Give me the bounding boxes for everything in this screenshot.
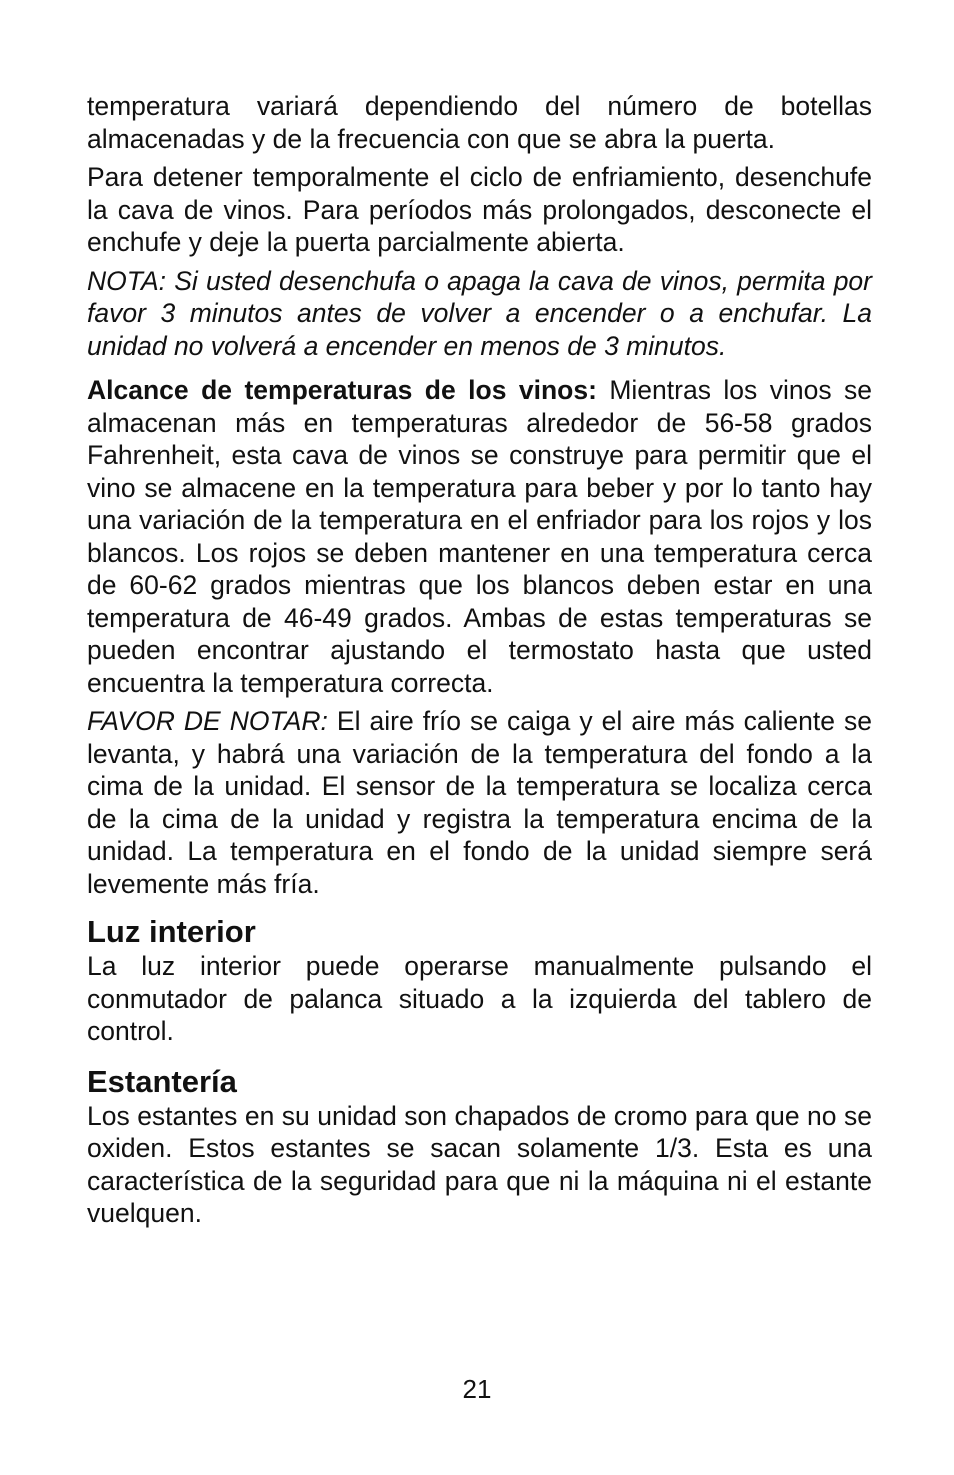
favor-text: El aire frío se caiga y el aire más caliente se levanta, y habrá una variación de la temperatura del fondo a la cima de la unidad. El sensor de la temperatura se localiza cerca de la cima de la unidad y registra la temperatura encima de la unidad. La temperatura en el fondo de la unidad siempre será levemente más fría. — [87, 706, 872, 899]
wine-range-label: Alcance de temperaturas de los vinos: — [87, 375, 597, 405]
heading-luz-interior: Luz interior — [87, 914, 256, 949]
paragraph-luz-interior: La luz interior puede operarse manualmente pulsando el conmutador de palanca situado a la izquierda del tablero de control. — [87, 951, 872, 1046]
paragraph-favor-de-notar — [87, 705, 872, 900]
page-number: 21 — [462, 1374, 492, 1404]
paragraph-temperature-variation: temperatura variará dependiendo del número de botellas almacenadas y de la frecuencia con que se abra la puerta. — [87, 91, 872, 154]
paragraph-estanteria: Los estantes en su unidad son chapados de cromo para que no se oxiden. Estos estantes se sacan solamente 1/3. Esta es una característica de la seguridad para que ni la máquina ni el estante vuelquen. — [87, 1100, 872, 1228]
paragraph-stop-cooling: Para detener temporalmente el ciclo de enfriamiento, desenchufe la cava de vinos. Para períodos más prolongados, desconecte el enchufe y deje la puerta parcialmente abierta. — [87, 162, 872, 257]
favor-label: FAVOR DE NOTAR: — [87, 706, 328, 736]
heading-estanteria: Estantería — [87, 1063, 237, 1099]
page-content — [87, 90, 872, 1230]
note-unplug-wait: NOTA: Si usted desenchufa o apaga la cava de vinos, permita por favor 3 minutos antes de volver a encender o a enchufar. La unidad no volverá a encender en menos de 3 minutos. — [87, 265, 872, 361]
wine-range-text: Mientras los vinos se almacenan más en temperaturas alrededor de 56-58 grados Fahrenheit, esta cava de vinos se construye para permitir que el vino se almacene en la temperatura para beber y por lo tanto hay una variación de la temperatura en el enfriador para los rojos y los blancos. Los rojos se deben mantener en una temperatura cerca de 60-62 grados mientras que los blancos deben estar en una temperatura de 46-49 grados. Ambas de estas temperaturas se pueden encontrar ajustando el termostato hasta que usted encuentra la temperatura correcta. — [87, 375, 872, 698]
paragraph-wine-temperature-range — [87, 374, 872, 699]
